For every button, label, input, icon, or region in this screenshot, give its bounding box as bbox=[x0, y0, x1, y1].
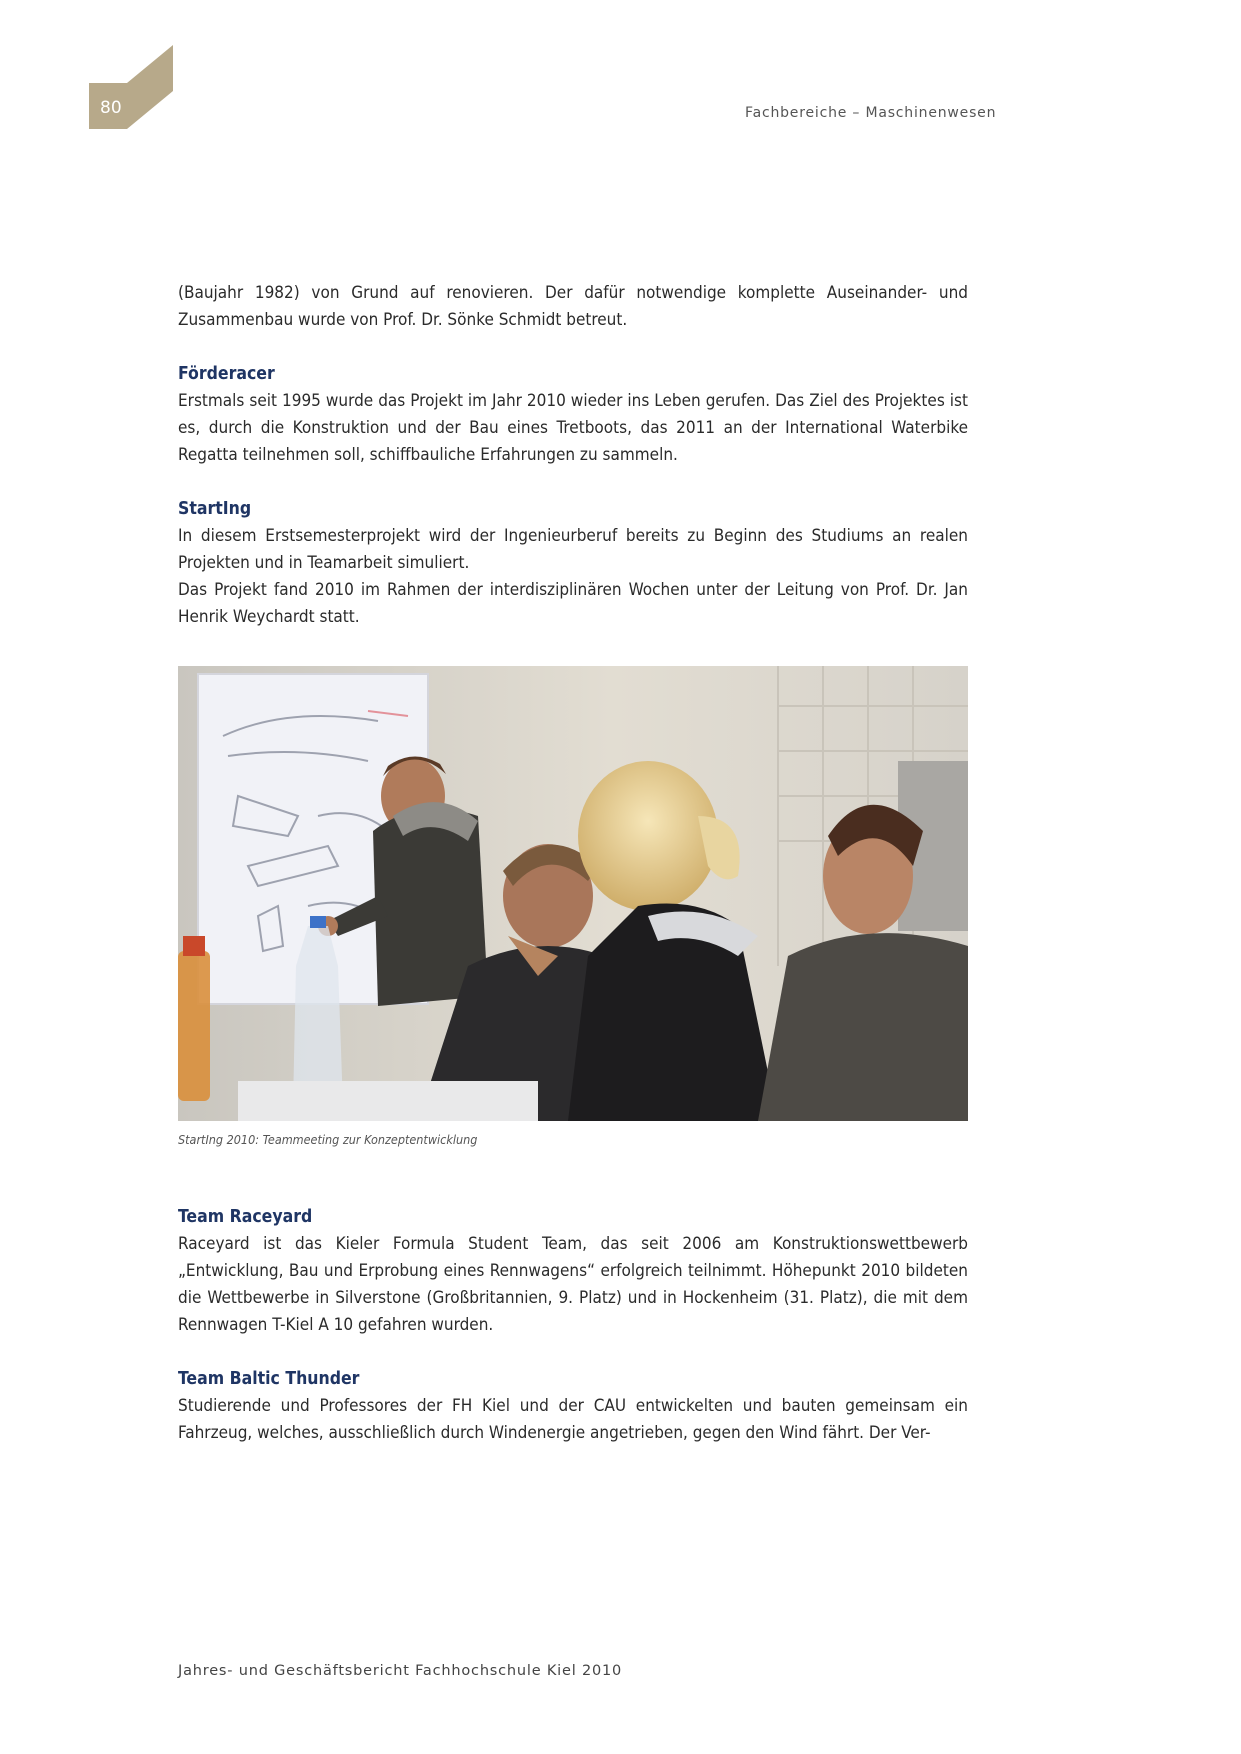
paragraph-starting-2: Das Projekt fand 2010 im Rahmen der interdisziplinären Wochen unter der Leitung von Prof. Dr. Jan Henrik Weychardt statt. bbox=[178, 580, 968, 627]
running-footer: Jahres- und Geschäftsbericht Fachhochschule Kiel 2010 bbox=[178, 1663, 623, 1679]
heading-team-raceyard: Team Raceyard bbox=[178, 1207, 313, 1227]
paragraph-starting-1: In diesem Erstsemesterprojekt wird der Ingenieurberuf bereits zu Beginn des Studiums an realen Projekten und in Teamarbeit simuliert. bbox=[178, 526, 968, 573]
paragraph-foerderacer: Erstmals seit 1995 wurde das Projekt im Jahr 2010 wieder ins Leben gerufen. Das Ziel des Projektes ist es, durch die Konstruktion und der Bau eines Tretboots, das 2011 an der International Waterbike Regatta teilnehmen soll, schiffbauliche Erfahrungen zu sammeln. bbox=[178, 391, 968, 465]
intro-paragraph: (Baujahr 1982) von Grund auf renovieren. Der dafür notwendige komplette Auseinander- und Zusammenbau wurde von Prof. Dr. Sönke Schmidt betreut. bbox=[178, 283, 968, 330]
photo-caption: StartIng 2010: Teammeeting zur Konzeptentwicklung bbox=[178, 1132, 478, 1147]
heading-team-baltic-thunder: Team Baltic Thunder bbox=[178, 1369, 360, 1389]
running-header: Fachbereiche – Maschinenwesen bbox=[745, 105, 997, 121]
paragraph-team-baltic-thunder: Studierende und Professores der FH Kiel und der CAU entwickelten und bauten gemeinsam ein Fahrzeug, welches, ausschließlich durch Windenergie angetrieben, gegen den Wind fährt. Der Ver- bbox=[178, 1396, 968, 1443]
paragraph-team-raceyard: Raceyard ist das Kieler Formula Student Team, das seit 2006 am Konstruktionswettbewerb „Entwicklung, Bau und Erprobung eines Rennwagens“ erfolgreich teilnimmt. Höhepunkt 2010 bildeten die Wettbewerbe in Silverstone (Großbritannien, 9. Platz) und in Hockenheim (31. Platz), die mit dem Rennwagen T-Kiel A 10 gefahren wurden. bbox=[178, 1234, 968, 1335]
main-content bbox=[178, 280, 968, 1447]
heading-foerderacer: Förderacer bbox=[178, 364, 275, 384]
page-number: 80 bbox=[100, 98, 122, 118]
team-meeting-photo bbox=[178, 666, 968, 1121]
heading-starting: StartIng bbox=[178, 499, 252, 519]
